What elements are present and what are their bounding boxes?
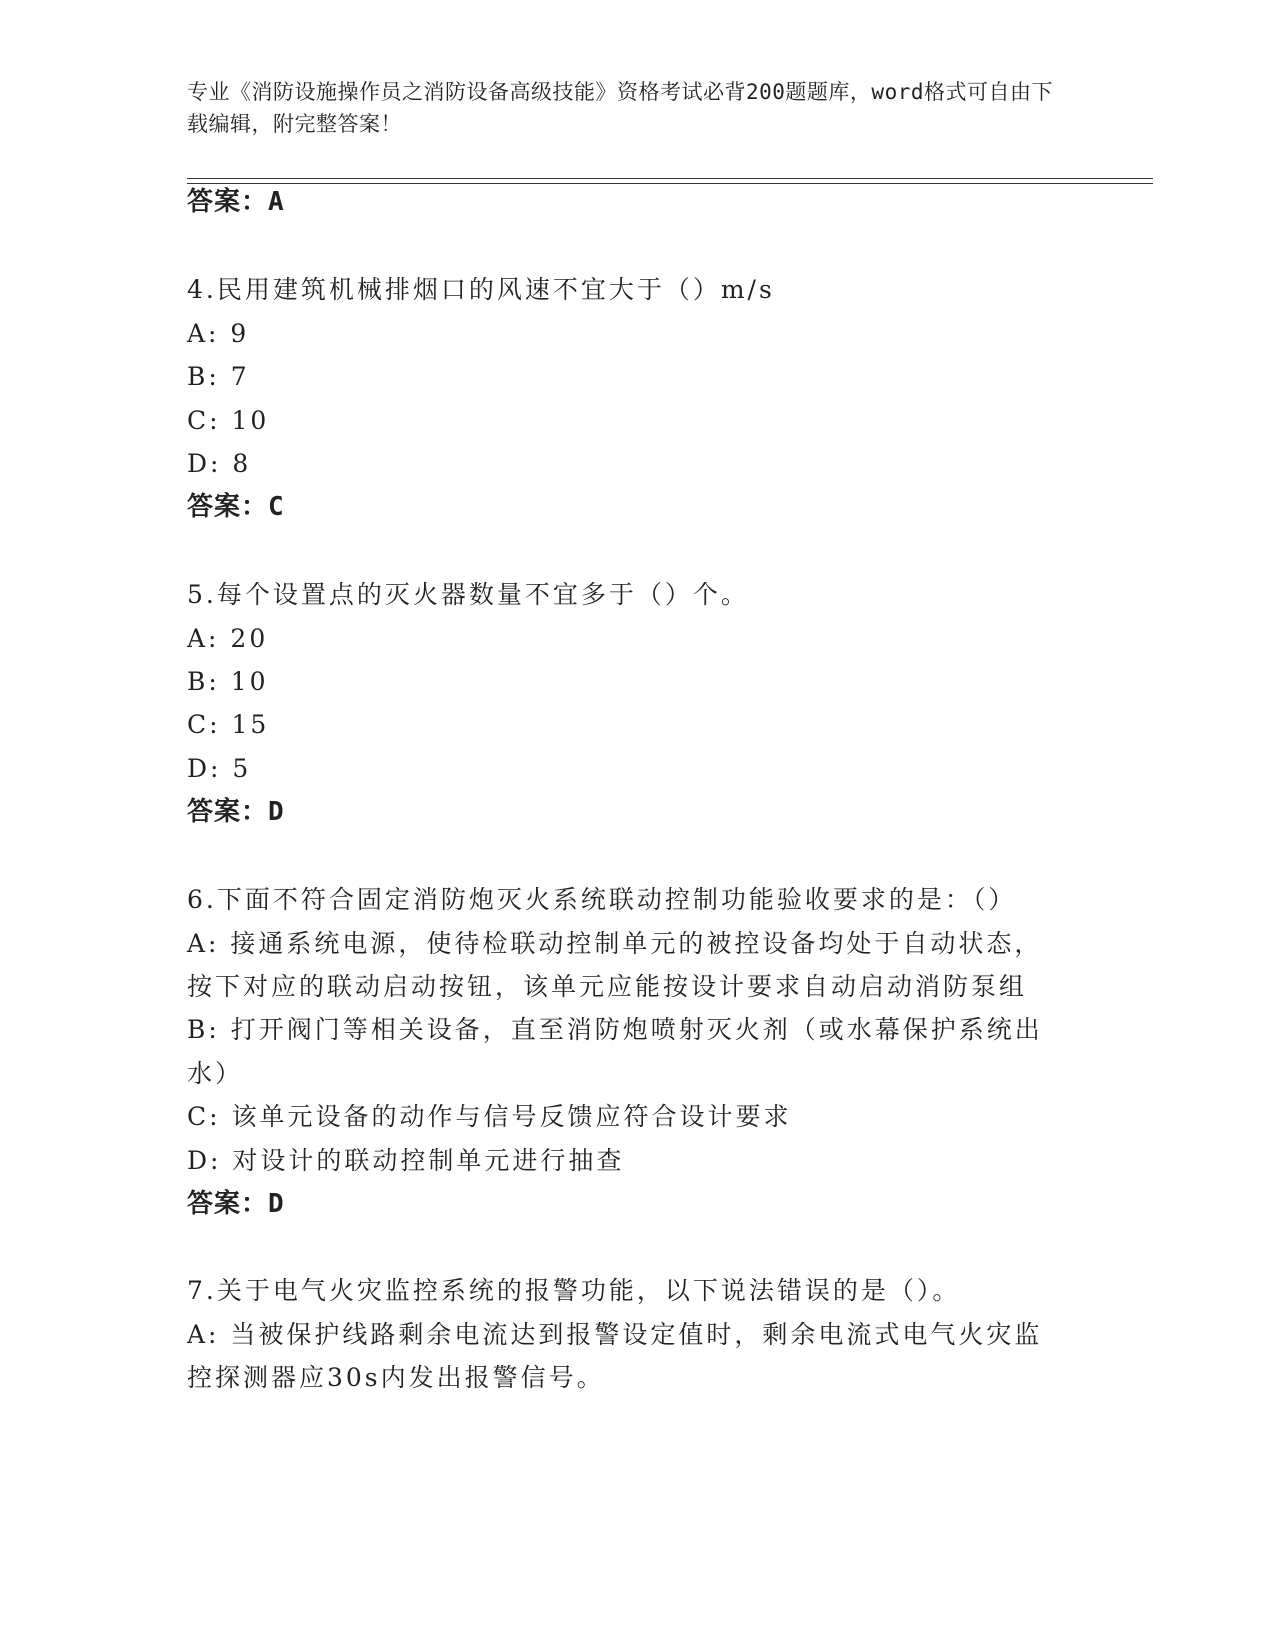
q4-option-d: D: 8 (187, 449, 252, 478)
q4-option-b: B: 7 (187, 362, 250, 391)
q6-option-a-line2: 按下对应的联动启动按钮，该单元应能按设计要求自动启动消防泵组 (187, 972, 1028, 1001)
q6-option-a-line1: A: 接通系统电源，使待检联动控制单元的被控设备均处于自动状态， (187, 929, 1043, 958)
header-divider-top (187, 178, 1153, 179)
answer-prev: 答案：A (187, 187, 285, 217)
q7-stem: 7.关于电气火灾监控系统的报警功能，以下说法错误的是（）。 (187, 1276, 961, 1305)
q4-stem: 4.民用建筑机械排烟口的风速不宜大于（）m/s (187, 275, 775, 304)
q4-answer: 答案：C (187, 492, 285, 522)
header-intro: 专业《消防设施操作员之消防设备高级技能》资格考试必背200题题库，word格式可自由下载编辑，附完整答案！ (187, 80, 1053, 136)
q5-option-a: A: 20 (187, 624, 269, 653)
q6-answer: 答案：D (187, 1189, 285, 1219)
q5-option-b: B: 10 (187, 667, 269, 696)
q6-option-b-line1: B: 打开阀门等相关设备，直至消防炮喷射灭火剂（或水幕保护系统出 (187, 1015, 1043, 1044)
q6-stem: 6.下面不符合固定消防炮灭火系统联动控制功能验收要求的是：（） (187, 885, 1017, 914)
q7-option-a-line2: 控探测器应30s内发出报警信号。 (187, 1363, 605, 1392)
q6-option-c: C: 该单元设备的动作与信号反馈应符合设计要求 (187, 1102, 792, 1131)
q4-option-c: C: 10 (187, 406, 270, 435)
q6-option-d: D: 对设计的联动控制单元进行抽查 (187, 1146, 625, 1175)
q5-stem: 5.每个设置点的灭火器数量不宜多于（）个。 (187, 580, 749, 609)
q7-option-a-line1: A: 当被保护线路剩余电流达到报警设定值时，剩余电流式电气火灾监 (187, 1320, 1043, 1349)
q5-answer: 答案：D (187, 797, 285, 827)
q5-option-d: D: 5 (187, 754, 252, 783)
header-divider-bottom (187, 183, 1153, 184)
q6-option-b-line2: 水） (187, 1059, 244, 1088)
document-header (187, 76, 1067, 140)
q5-option-c: C: 15 (187, 710, 270, 739)
q4-option-a: A: 9 (187, 319, 250, 348)
